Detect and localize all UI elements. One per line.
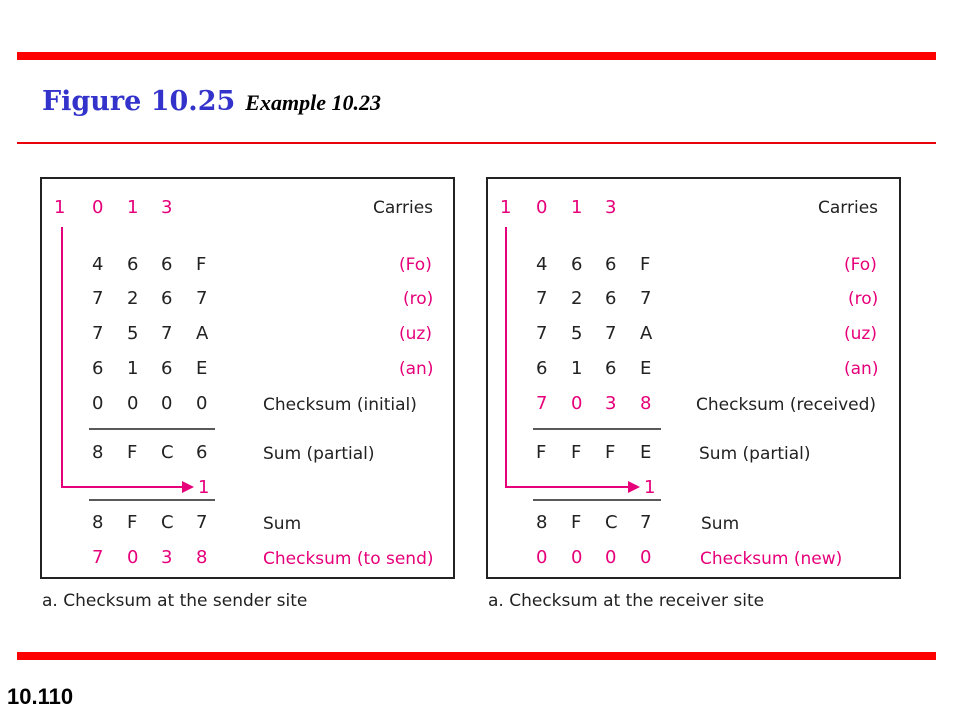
sender-row2-digit4: 7 xyxy=(196,288,208,309)
receiver-partial-digit4: E xyxy=(640,442,652,463)
figure-number: Figure 10.25 xyxy=(42,86,236,117)
sender-carry-add: 1 xyxy=(198,477,210,498)
receiver-sum-digit1: 8 xyxy=(536,512,548,533)
sender-row3-digit2: 5 xyxy=(127,323,139,344)
receiver-carry-2: 0 xyxy=(536,197,548,218)
sender-row1-digit3: 6 xyxy=(161,254,173,275)
sender-sum-digit3: C xyxy=(161,512,174,533)
sender-sum-digit4: 7 xyxy=(196,512,208,533)
sender-row5-digit2: 0 xyxy=(127,393,139,414)
sender-row1-digit1: 4 xyxy=(92,254,104,275)
receiver-row5-digit2: 0 xyxy=(571,393,583,414)
receiver-row1-digit3: 6 xyxy=(605,254,617,275)
sender-row4-digit3: 6 xyxy=(161,358,173,379)
receiver-partial-sum-label: Sum (partial) xyxy=(699,444,811,464)
sender-row4-digit1: 6 xyxy=(92,358,104,379)
sender-row2-label: (ro) xyxy=(403,289,434,309)
receiver-row2-digit1: 7 xyxy=(536,288,548,309)
receiver-row5-digit3: 3 xyxy=(605,393,617,414)
sender-row3-digit3: 7 xyxy=(161,323,173,344)
receiver-final-digit4: 0 xyxy=(640,547,652,568)
receiver-row1-digit2: 6 xyxy=(571,254,583,275)
sender-row2-digit2: 2 xyxy=(127,288,139,309)
receiver-checksum-new-label: Checksum (new) xyxy=(700,549,843,569)
receiver-sum-digit2: F xyxy=(571,512,582,533)
sender-arrows xyxy=(42,179,453,577)
sender-row3-label: (uz) xyxy=(399,324,432,344)
receiver-row5-digit4: 8 xyxy=(640,393,652,414)
sender-row2-digit1: 7 xyxy=(92,288,104,309)
receiver-row4-digit4: E xyxy=(640,358,652,379)
sender-row3-digit1: 7 xyxy=(92,323,104,344)
receiver-row3-digit4: A xyxy=(640,323,653,344)
receiver-sum-label: Sum xyxy=(701,514,740,534)
sender-sum-digit1: 8 xyxy=(92,512,104,533)
sender-row1-digit4: F xyxy=(196,254,207,275)
figure-title xyxy=(42,86,381,117)
sender-row3-digit4: A xyxy=(196,323,209,344)
receiver-row3-digit2: 5 xyxy=(571,323,583,344)
receiver-final-digit1: 0 xyxy=(536,547,548,568)
receiver-carry-1: 1 xyxy=(500,197,512,218)
receiver-row1-digit1: 4 xyxy=(536,254,548,275)
sender-partial-digit4: 6 xyxy=(196,442,208,463)
receiver-row2-digit2: 2 xyxy=(571,288,583,309)
receiver-row1-label: (Fo) xyxy=(844,255,877,275)
receiver-carry-add: 1 xyxy=(644,477,656,498)
sender-partial-sum-label: Sum (partial) xyxy=(263,444,375,464)
receiver-sum-digit3: C xyxy=(605,512,618,533)
receiver-carry-4: 3 xyxy=(605,197,617,218)
receiver-arrows xyxy=(488,179,899,577)
sender-sum-label: Sum xyxy=(263,514,302,534)
sender-row5-digit1: 0 xyxy=(92,393,104,414)
sender-initial-checksum-label: Checksum (initial) xyxy=(263,395,417,415)
receiver-row3-label: (uz) xyxy=(844,324,877,344)
sender-carries-label: Carries xyxy=(373,198,434,218)
sender-partial-digit2: F xyxy=(127,442,138,463)
sender-row5-digit4: 0 xyxy=(196,393,208,414)
receiver-row4-digit3: 6 xyxy=(605,358,617,379)
receiver-row5-digit1: 7 xyxy=(536,393,548,414)
receiver-final-digit3: 0 xyxy=(605,547,617,568)
receiver-row4-digit1: 6 xyxy=(536,358,548,379)
title-divider xyxy=(17,142,936,144)
receiver-row4-label: (an) xyxy=(844,359,879,379)
sender-carry-1: 1 xyxy=(54,197,66,218)
receiver-partial-digit3: F xyxy=(605,442,616,463)
receiver-row3-digit1: 7 xyxy=(536,323,548,344)
top-accent-bar xyxy=(17,52,936,60)
sender-sum-digit2: F xyxy=(127,512,138,533)
sender-final-digit2: 0 xyxy=(127,547,139,568)
receiver-received-checksum-label: Checksum (received) xyxy=(696,395,877,415)
sender-row2-digit3: 6 xyxy=(161,288,173,309)
sender-final-digit3: 3 xyxy=(161,547,173,568)
sender-final-digit1: 7 xyxy=(92,547,104,568)
sender-row1-label: (Fo) xyxy=(399,255,432,275)
receiver-carry-3: 1 xyxy=(571,197,583,218)
receiver-sum-digit4: 7 xyxy=(640,512,652,533)
receiver-row2-label: (ro) xyxy=(848,289,879,309)
receiver-row2-digit4: 7 xyxy=(640,288,652,309)
sender-checksum-to-send-label: Checksum (to send) xyxy=(263,549,434,569)
sender-row1-digit2: 6 xyxy=(127,254,139,275)
sender-carry-3: 1 xyxy=(127,197,139,218)
sender-carry-2: 0 xyxy=(92,197,104,218)
sender-final-digit4: 8 xyxy=(196,547,208,568)
sender-row4-digit4: E xyxy=(196,358,208,379)
bottom-accent-bar xyxy=(17,652,936,660)
receiver-checksum-panel xyxy=(486,177,901,579)
receiver-row2-digit3: 6 xyxy=(605,288,617,309)
figure-subtitle: Example 10.23 xyxy=(245,90,381,115)
receiver-row3-digit3: 7 xyxy=(605,323,617,344)
sender-checksum-panel xyxy=(40,177,455,579)
receiver-carries-label: Carries xyxy=(818,198,879,218)
sender-row4-digit2: 1 xyxy=(127,358,139,379)
receiver-partial-digit2: F xyxy=(571,442,582,463)
page-number: 10.110 xyxy=(7,684,74,709)
receiver-partial-digit1: F xyxy=(536,442,547,463)
sender-caption: a. Checksum at the sender site xyxy=(42,591,308,611)
sender-carry-4: 3 xyxy=(161,197,173,218)
sender-row4-label: (an) xyxy=(399,359,434,379)
receiver-row4-digit2: 1 xyxy=(571,358,583,379)
receiver-final-digit2: 0 xyxy=(571,547,583,568)
receiver-caption: a. Checksum at the receiver site xyxy=(488,591,765,611)
sender-partial-digit1: 8 xyxy=(92,442,104,463)
sender-row5-digit3: 0 xyxy=(161,393,173,414)
sender-partial-digit3: C xyxy=(161,442,174,463)
receiver-row1-digit4: F xyxy=(640,254,651,275)
